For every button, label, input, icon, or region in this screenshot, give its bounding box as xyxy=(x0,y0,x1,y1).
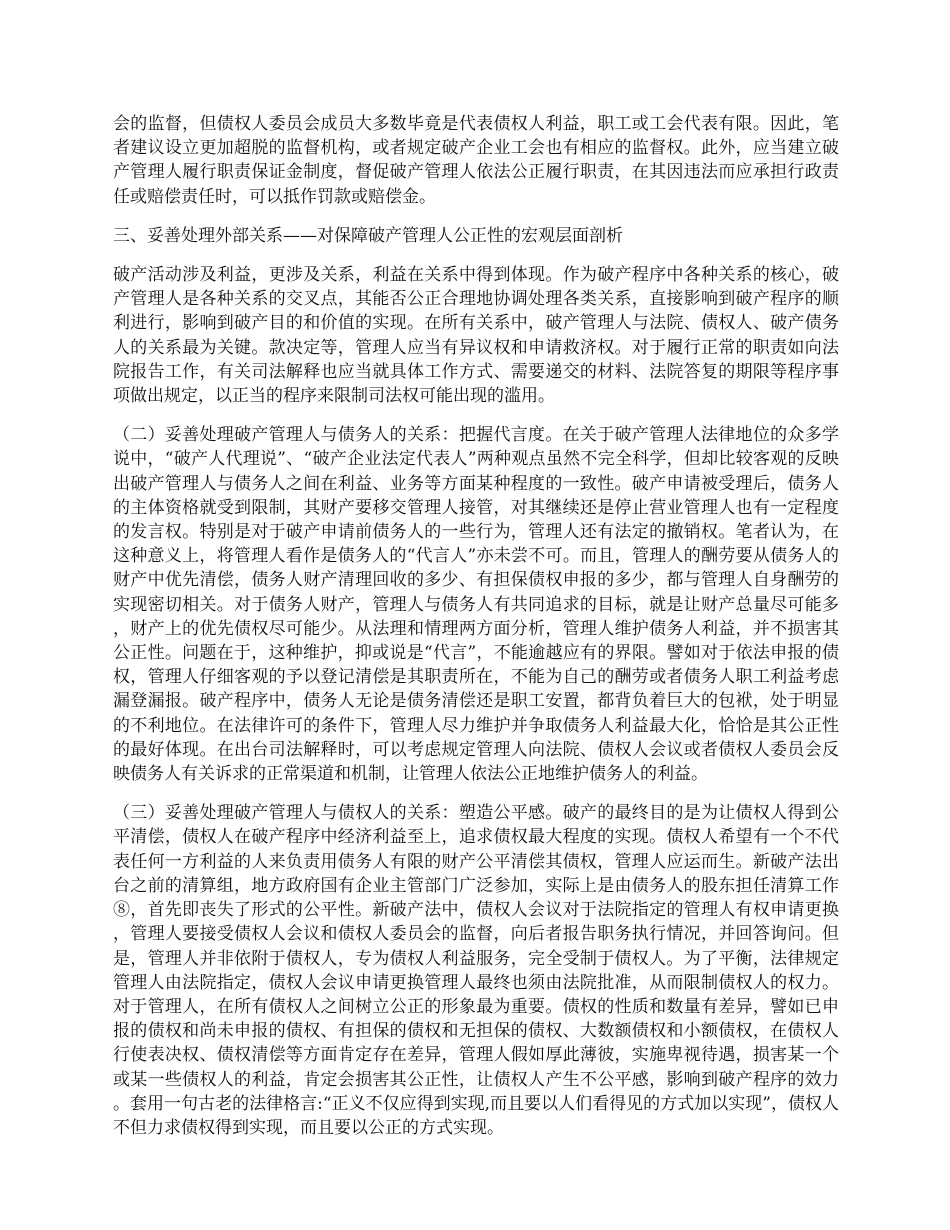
paragraph-creditor-relation: （三）妥善处理破产管理人与债权人的关系：塑造公平感。破产的最终目的是为让债权人得到公平清偿，债权人在破产程序中经济利益至上，追求债权最大程度的实现。债权人希望有一个不代表任何一方利益的人来负责用债务人有限的财产公平清偿其债权，管理人应运而生。新破产法出台之前的清算组，地方政府国有企业主管部门广泛参加，实际上是由债务人的股东担任清算工作⑧，首先即丧失了形式的公平性。新破产法中，债权人会议对于法院指定的管理人有权申请更换，管理人要接受债权人会议和债权人委员会的监督，向后者报告职务执行情况，并回答询问。但是，管理人并非依附于债权人，专为债权人利益服务，完全受制于债权人。为了平衡，法律规定管理人由法院指定，债权人会议申请更换管理人最终也须由法院批准，从而限制债权人的权力。对于管理人，在所有债权人之间树立公正的形象最为重要。债权的性质和数量有差异，譬如已申报的债权和尚未申报的债权、有担保的债权和无担保的债权、大数额债权和小额债权，在债权人行使表决权、债权清偿等方面肯定存在差异，管理人假如厚此薄彼，实施卑视待遇，损害某一个或某一些债权人的利益，肯定会损害其公正性，让债权人产生不公平感，影响到破产程序的效力。套用一句古老的法律格言:“正义不仅应得到实现,而且要以人们看得见的方式加以实现”，债权人不但力求债权得到实现，而且要以公正的方式实现。 xyxy=(113,803,839,1138)
document-page xyxy=(113,112,839,1155)
paragraph-supervision: 会的监督，但债权人委员会成员大多数毕竟是代表债权人利益，职工或工会代表有限。因此，笔者建议设立更加超脱的监督机构，或者规定破产企业工会也有相应的监督权。此外，应当建立破产管理人履行职责保证金制度，督促破产管理人依法公正履行职责，在其因违法而应承担行政责任或赔偿责任时，可以抵作罚款或赔偿金。 xyxy=(113,114,839,207)
paragraph-debtor-relation: （二）妥善处理破产管理人与债务人的关系：把握代言度。在关于破产管理人法律地位的众多学说中，“破产人代理说”、“破产企业法定代表人”两种观点虽然不完全科学，但却比较客观的反映出破产管理人与债务人之间在利益、业务等方面某种程度的一致性。破产申请被受理后，债务人的主体资格就受到限制，其财产要移交管理人接管，对其继续还是停止营业管理人也有一定程度的发言权。特别是对于破产申请前债务人的一些行为，管理人还有法定的撤销权。笔者认为，在这种意义上，将管理人看作是债务人的“代言人”亦未尝不可。而且，管理人的酬劳要从债务人的财产中优先清偿，债务人财产清理回收的多少、有担保债权申报的多少，都与管理人自身酬劳的实现密切相关。对于债务人财产，管理人与债务人有共同追求的目标，就是让财产总量尽可能多，财产上的优先债权尽可能少。从法理和情理两方面分析，管理人维护债务人利益，并不损害其公正性。问题在于，这种维护，抑或说是“代言”，不能逾越应有的界限。譬如对于依法申报的债权，管理人仔细客观的予以登记清偿是其职责所在，不能为自己的酬劳或者债务人职工利益考虑漏登漏报。破产程序中，债务人无论是债务清偿还是职工安置，都背负着巨大的包袱，处于明显的不利地位。在法律许可的条件下，管理人尽力维护并争取债务人利益最大化，恰恰是其公正性的最好体现。在出台司法解释时，可以考虑规定管理人向法院、债权人会议或者债权人委员会反映债务人有关诉求的正常渠道和机制，让管理人依法公正地维护债务人的利益。 xyxy=(113,425,839,785)
paragraph-external-relations: 破产活动涉及利益，更涉及关系，利益在关系中得到体现。作为破产程序中各种关系的核心，破产管理人是各种关系的交叉点，其能否公正合理地协调处理各类关系，直接影响到破产程序的顺利进行，影响到破产目的和价值的实现。在所有关系中，破产管理人与法院、债权人、破产债务人的关系最为关键。款决定等，管理人应当有异议权和申请救济权。对于履行正常的职责如向法院报告工作，有关司法解释也应当就具体工作方式、需要递交的材料、法院答复的期限等程序事项做出规定，以正当的程序来限制司法权可能出现的滥用。 xyxy=(113,265,839,407)
section-heading: 三、妥善处理外部关系——对保障破产管理人公正性的宏观层面剖析 xyxy=(113,225,623,246)
